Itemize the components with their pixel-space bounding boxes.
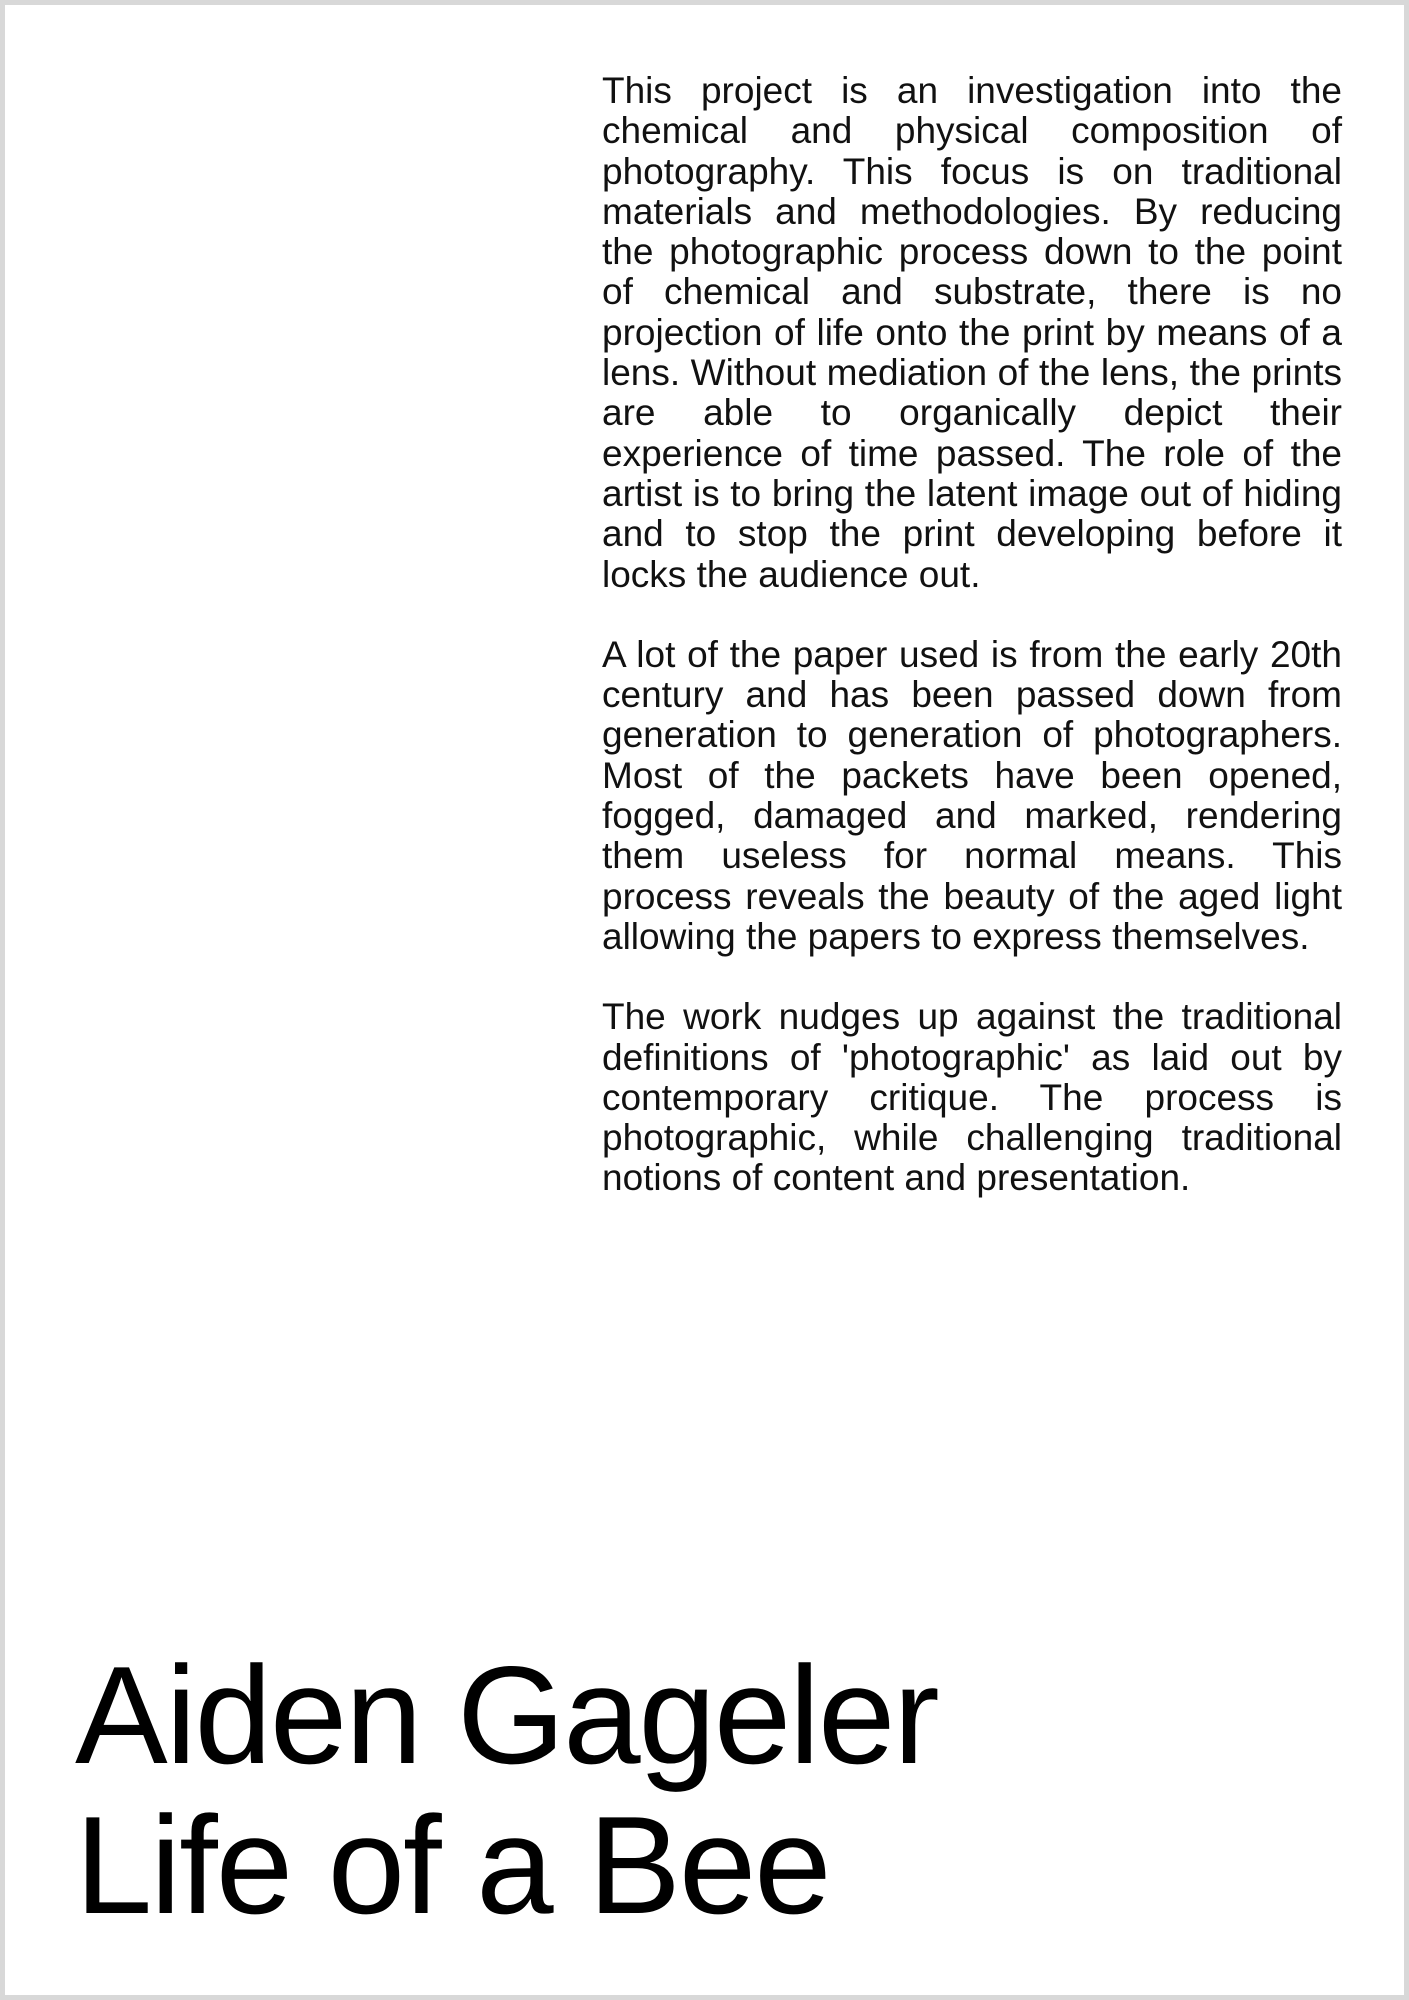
statement-paragraph-1: This project is an investigation into the chemical and physical composition of photography. This focus is on traditional materials and methodologies. By reducing the photographic process down to the point of chemical and substrate, there is no projection of life onto the print by means of a lens. Without mediation of the lens, the prints are able to organically depict their experience of time passed. The role of the artist is to bring the latent image out of hiding and to stop the print developing before it locks the audience out. bbox=[602, 70, 1342, 595]
title-block bbox=[75, 1638, 1275, 1943]
artist-statement bbox=[602, 71, 1342, 1239]
statement-paragraph-3: The work nudges up against the traditional definitions of 'photographic' as laid out by contemporary critique. The process is photographic, while challenging traditional notions of content and presentation. bbox=[602, 996, 1342, 1199]
work-title: Life of a Bee bbox=[75, 1788, 830, 1943]
statement-paragraph-2: A lot of the paper used is from the early 20th century and has been passed down from generation to generation of photographers. Most of the packets have been opened, fogged, damaged and marked, rendering them useless for normal means. This process reveals the beauty of the aged light allowing the papers to express themselves. bbox=[602, 633, 1342, 957]
artist-name: Aiden Gageler bbox=[75, 1638, 938, 1793]
